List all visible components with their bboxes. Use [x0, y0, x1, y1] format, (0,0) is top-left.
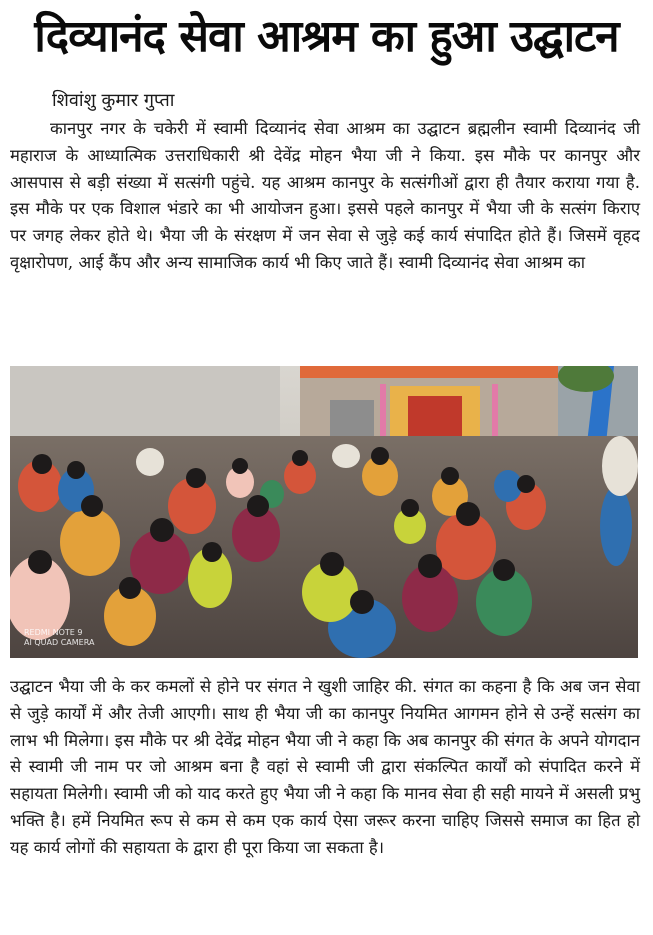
- crowd-photo-illustration: [10, 366, 638, 658]
- article-paragraph-2: उद्घाटन भैया जी के कर कमलों से होने पर संगत ने खुशी जाहिर की. संगत का कहना है कि अब जन सेवा से जुड़े कार्यों में और तेजी आएगी। साथ ही भैया जी का कानपुर नियमित आगमन होने से उन्हें सत्संग का लाभ भी मिलेगा। इस मौके पर श्री देवेंद्र मोहन भैया जी ने कहा कि अब कानपुर की संगत के अपने योगदान से स्वामी जी नाम पर जो आश्रम बना है वहां से स्वामी जी द्वारा संकल्पित कार्यों को संपादित करने में सहायता मिलेगी। स्वामी जी को याद करते हुए भैया जी ने कहा कि मानव सेवा ही सही मायने में असली प्रभु भक्ति है। हमें नियमित रूप से कम से कम एक कार्य ऐसा जरूर करना चाहिए जिससे समाज का हित हो यह कार्य लोगों की सहायता के द्वारा ही पूरा किया जा सकता है।: [10, 677, 640, 857]
- watermark-line-1: REDMI NOTE 9: [24, 628, 83, 637]
- camera-watermark: [24, 628, 94, 648]
- headline: दिव्यानंद सेवा आश्रम का हुआ उद्घाटन: [34, 11, 619, 62]
- watermark-line-2: AI QUAD CAMERA: [24, 638, 95, 647]
- event-photo: [10, 366, 638, 658]
- byline: शिवांशु कुमार गुप्ता: [52, 90, 175, 111]
- article-paragraph-1: कानपुर नगर के चकेरी में स्वामी दिव्यानंद सेवा आश्रम का उद्घाटन ब्रह्मलीन स्वामी दिव्यानंद जी महाराज के आध्यात्मिक उत्तराधिकारी श्री देवेंद्र मोहन भैया जी ने किया. इस मौके पर कानपुर और आसपास से बड़ी संख्या में सत्संगी पहुंचे. यह आश्रम कानपुर के सत्संगीओं द्वारा ही तैयार कराया गया है. इस मौके पर एक विशाल भंडारे का भी आयोजन हुआ। इससे पहले कानपुर में भैया जी के सत्संग किराए पर जगह लेकर होते थे। भैया जी के संरक्षण में जन सेवा से जुड़े कई कार्य संपादित होते हैं। जिसमें वृहद वृक्षारोपण, आई कैंप और अन्य सामाजिक कार्य भी किए जाते हैं। स्वामी दिव्यानंद सेवा आश्रम का: [10, 119, 641, 272]
